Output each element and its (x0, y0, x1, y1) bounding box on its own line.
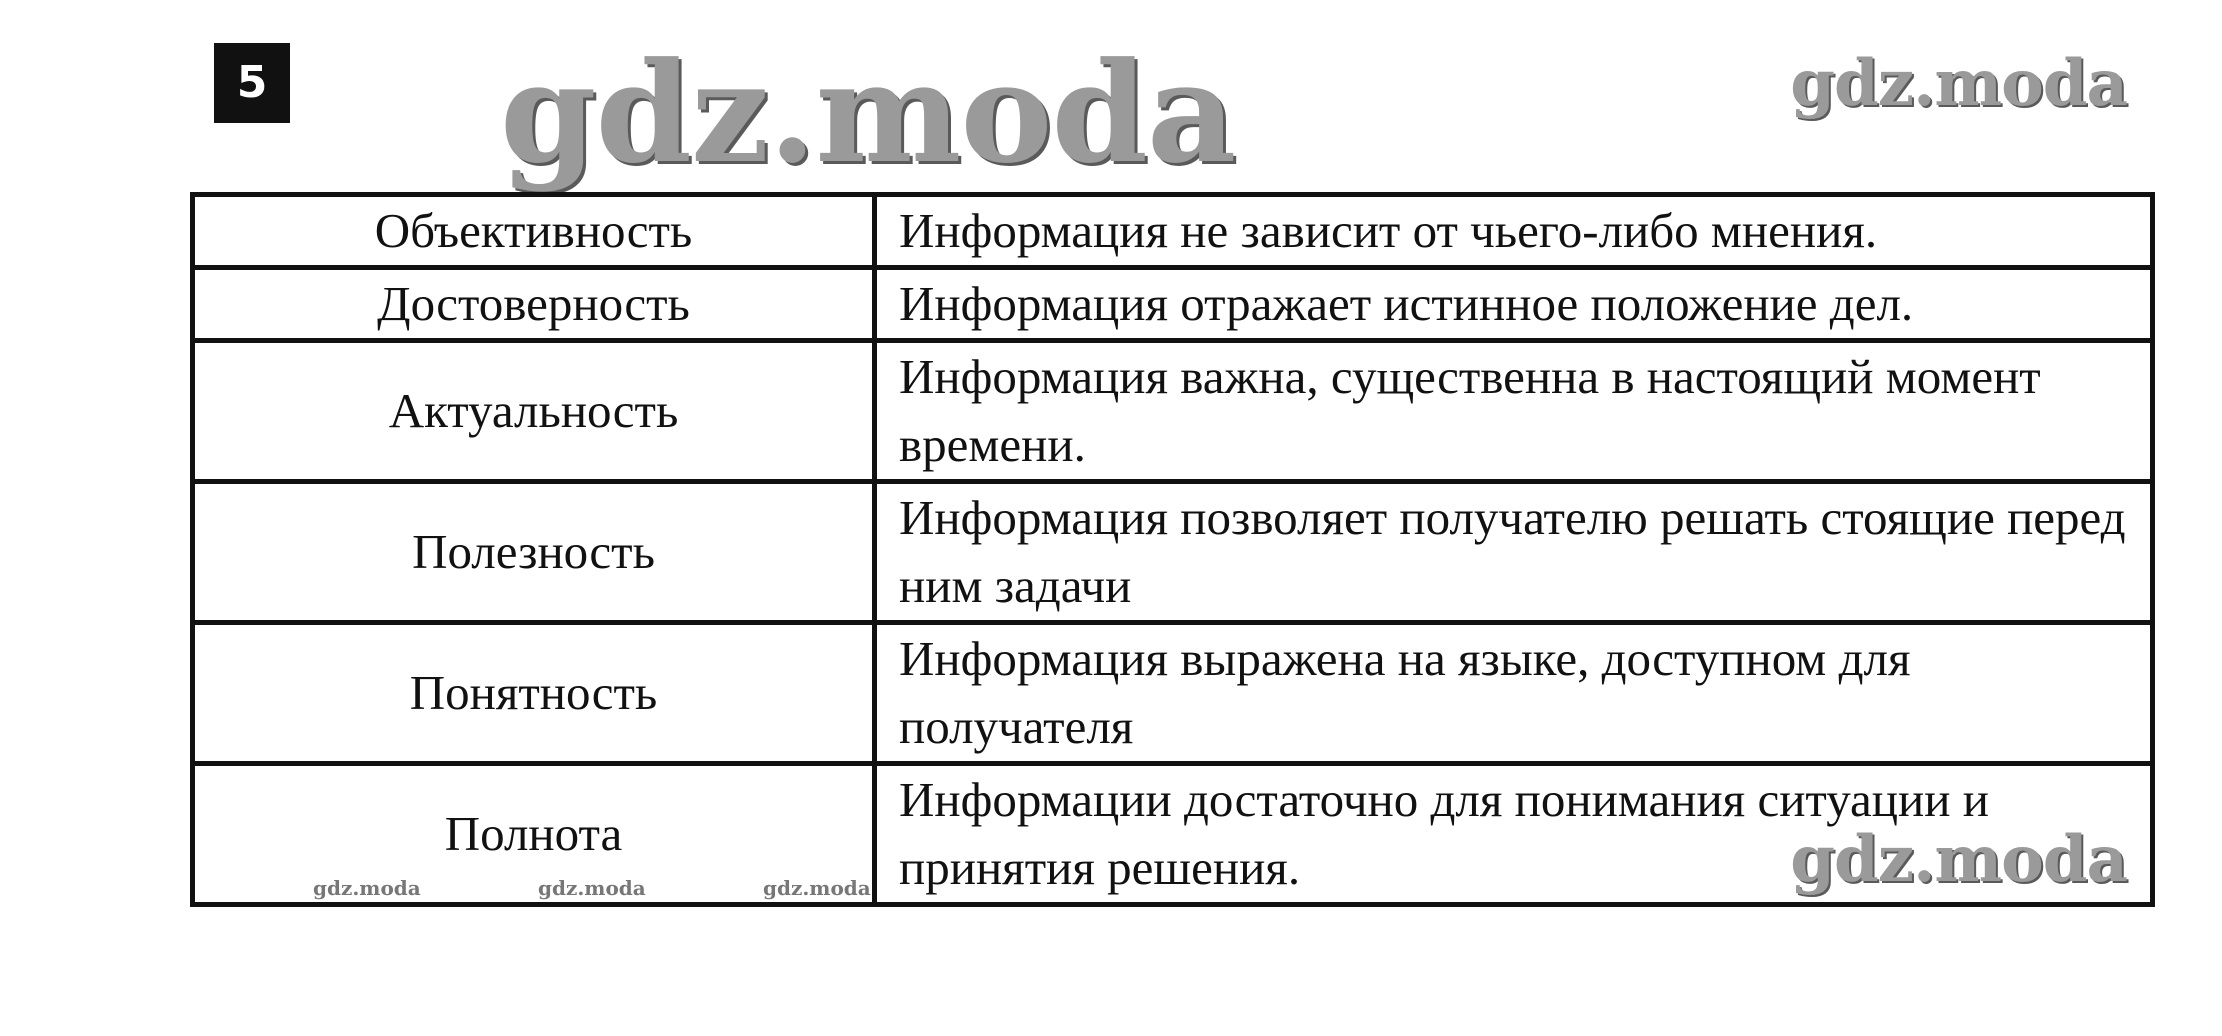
properties-table (190, 192, 2155, 907)
table-row (193, 268, 2153, 341)
property-cell: Актуальность (193, 341, 875, 482)
property-cell: Полнота (193, 764, 875, 905)
watermark-small: gdz.moda (313, 876, 421, 900)
description-cell: Информация важна, существенна в настоящий момент времени. (875, 341, 2153, 482)
watermark-small: gdz.moda (538, 876, 646, 900)
watermark-main: gdz.moda (500, 31, 1236, 194)
description-cell: Информация не зависит от чьего-либо мнения. (875, 195, 2153, 268)
watermark-small: gdz.moda (763, 876, 871, 900)
table-row (193, 341, 2153, 482)
task-number-badge: 5 (214, 43, 290, 123)
description-cell: Информации достаточно для понимания ситуации и принятия решения. (875, 764, 2153, 905)
property-cell: Понятность (193, 623, 875, 764)
description-cell: Информация позволяет получателю решать стоящие перед ним задачи (875, 482, 2153, 623)
description-cell: Информация отражает истинное положение дел. (875, 268, 2153, 341)
table-row (193, 195, 2153, 268)
property-cell: Полезность (193, 482, 875, 623)
property-cell: Достоверность (193, 268, 875, 341)
table-row (193, 623, 2153, 764)
watermark-top-right: gdz.moda (1790, 46, 2127, 121)
description-cell: Информация выражена на языке, доступном для получателя (875, 623, 2153, 764)
table-row (193, 482, 2153, 623)
watermark-bottom-right: gdz.moda (1790, 822, 2127, 897)
property-cell: Объективность (193, 195, 875, 268)
